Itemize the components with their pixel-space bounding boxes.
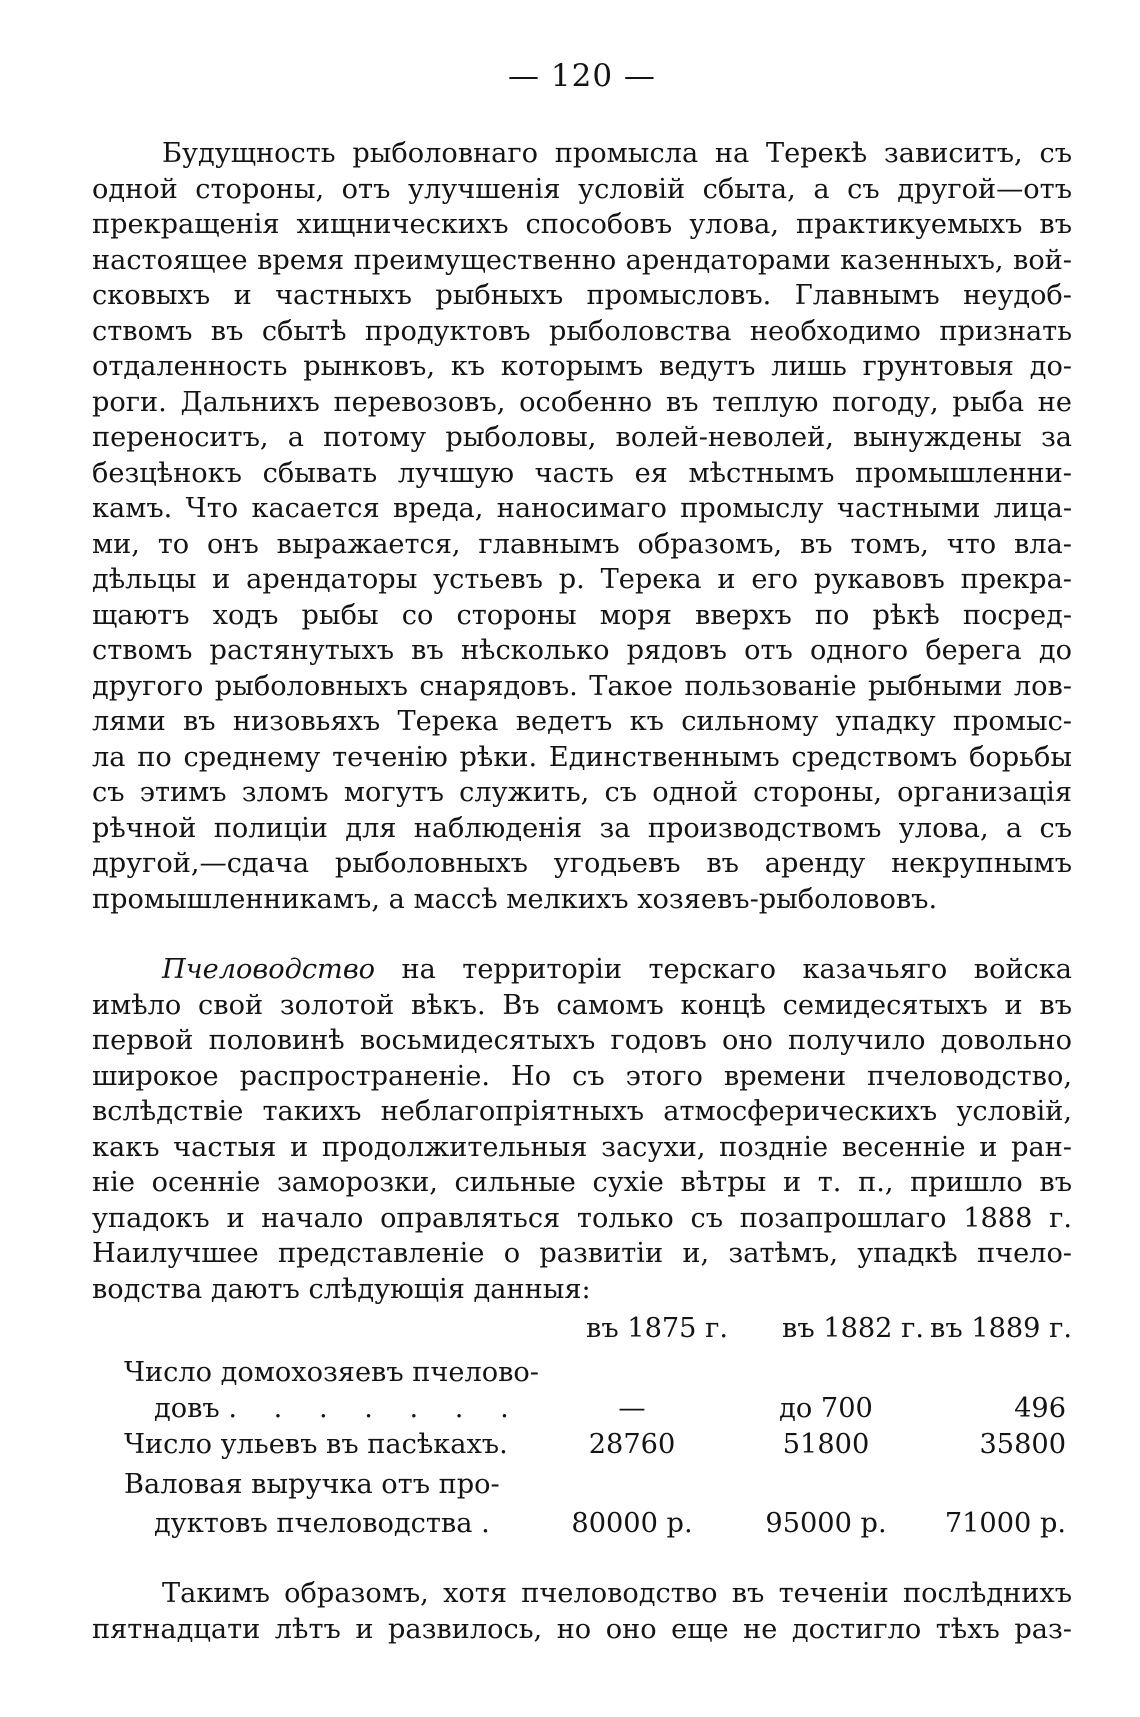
text-line: прекращенія хищническихъ способовъ улова, практикуемыхъ въ bbox=[92, 209, 1072, 240]
row-label: Число ульевъ въ пасѣкахъ. bbox=[124, 1429, 508, 1460]
text-line bbox=[92, 952, 1072, 988]
text-line: другой,—сдача рыболовныхъ угодьевъ въ аренду некрупнымъ bbox=[92, 848, 1072, 879]
text-line: съ этимъ зломъ могутъ служить, съ одной стороны, организація bbox=[92, 777, 1072, 808]
text-line: ла по среднему теченію рѣки. Единственнымъ средствомъ борьбы bbox=[92, 741, 1072, 773]
dot-leader: . bbox=[481, 1508, 490, 1539]
text-line: широкое распространеніе. Но съ этого времени пчеловодство, bbox=[92, 1060, 1072, 1092]
text-line: дѣльцы и арендаторы устьевъ р. Терека и его рукавовъ прекра- bbox=[92, 564, 1072, 595]
text-line: роги. Дальнихъ перевозовъ, особенно въ теплую погоду, рыба не bbox=[92, 386, 1072, 418]
text-line: отдаленность рынковъ, къ которымъ ведутъ лишь грунтовыя до- bbox=[92, 351, 1072, 382]
text-line: безцѣнокъ сбывать лучшую часть ея мѣстнымъ промышленни- bbox=[92, 457, 1072, 489]
column-header: въ 1882 г. bbox=[782, 1313, 924, 1344]
text-line: рѣчной полиціи для наблюденія за производствомъ улова, а съ bbox=[92, 812, 1072, 844]
row-label-text: дуктовъ пчеловодства bbox=[154, 1508, 473, 1539]
column-header: въ 1889 г. bbox=[930, 1313, 1072, 1344]
emphasis-term: Пчеловодство bbox=[162, 954, 376, 985]
paragraph-conclusion bbox=[92, 1576, 1072, 1647]
text-line-rest: на территоріи терскаго казачьяго войска bbox=[375, 954, 1072, 985]
text-line: первой половинѣ восьмидесятыхъ годовъ оно получило довольно bbox=[92, 1025, 1072, 1056]
row-label bbox=[154, 1391, 523, 1427]
table-row bbox=[92, 1506, 1072, 1542]
table-cell: 80000 р. bbox=[571, 1508, 693, 1539]
table-cell: 35800 bbox=[979, 1429, 1066, 1460]
row-label bbox=[154, 1506, 490, 1542]
row-label: Число домохозяевъ пчеловo- bbox=[124, 1357, 539, 1388]
text-line: переноситъ, а потому рыболовы, волей-неволей, вынуждены за bbox=[92, 422, 1072, 453]
book-page bbox=[92, 0, 1072, 1717]
text-line: Такимъ образомъ, хотя пчеловодство въ теченіи послѣднихъ bbox=[162, 1578, 1072, 1609]
text-line: упадокъ и начало оправляться только съ позапрошлаго 1888 г. bbox=[92, 1202, 1072, 1234]
text-line: Будущность рыболовнаго промысла на Терекѣ зависитъ, съ bbox=[162, 138, 1072, 169]
text-line: камъ. Что касается вреда, наносимаго промыслу частными лица- bbox=[92, 493, 1072, 524]
text-line: ствомъ растянутыхъ въ нѣсколько рядовъ отъ одного берега до bbox=[92, 635, 1072, 666]
text-line: одной стороны, отъ улучшенія условій сбыта, а съ другой—отъ bbox=[92, 173, 1072, 205]
text-line: имѣло свой золотой вѣкъ. Въ самомъ концѣ семидесятыхъ и въ bbox=[92, 989, 1072, 1021]
row-label-text: довъ bbox=[154, 1393, 220, 1424]
table-row bbox=[92, 1427, 1072, 1463]
table-cell: 28760 bbox=[588, 1429, 676, 1460]
text-line: сковыхъ и частныхъ рыбныхъ промысловъ. Главнымъ неудоб- bbox=[92, 280, 1072, 311]
text-line: щаютъ ходъ рыбы со стороны моря вверхъ по рѣкѣ посред- bbox=[92, 599, 1072, 631]
text-line: какъ частыя и продолжительныя засухи, поздніе весенніе и ран- bbox=[92, 1131, 1072, 1163]
table-cell: 51800 bbox=[782, 1429, 870, 1460]
paragraph-fishing bbox=[92, 136, 1072, 917]
text-line: вслѣдствіе такихъ неблагопріятныхъ атмосферическихъ условій, bbox=[92, 1096, 1072, 1127]
table-cell: 496 bbox=[1014, 1393, 1066, 1424]
text-line: другого рыболовныхъ снарядовъ. Такое пользованіе рыбными лов- bbox=[92, 670, 1072, 702]
table-cell: — bbox=[618, 1393, 646, 1424]
table-cell: 95000 р. bbox=[765, 1508, 887, 1539]
table-row bbox=[92, 1467, 1072, 1503]
column-header: въ 1875 г. bbox=[586, 1313, 728, 1344]
table-header-row bbox=[92, 1311, 1072, 1347]
paragraph-beekeeping bbox=[92, 952, 1072, 1307]
dot-leader: . . . . . . . bbox=[228, 1393, 523, 1424]
text-line: водства даютъ слѣдующія данныя: bbox=[92, 1273, 591, 1305]
text-line: ми, то онъ выражается, главнымъ образомъ, въ томъ, что вла- bbox=[92, 528, 1072, 560]
table-row bbox=[92, 1355, 1072, 1391]
table-row bbox=[92, 1391, 1072, 1427]
text-line: Наилучшее представленіе о развитіи и, затѣмъ, упадкѣ пчело- bbox=[92, 1238, 1072, 1269]
page-number: — 120 — bbox=[508, 58, 656, 94]
text-line: лями въ низовьяхъ Терека ведетъ къ сильному упадку промыс- bbox=[92, 706, 1072, 737]
text-line: настоящее время преимущественно арендаторами казенныхъ, вой- bbox=[92, 244, 1072, 276]
text-line: ніе осенніе заморозки, сильные сухіе вѣтры и т. п., пришло въ bbox=[92, 1167, 1072, 1198]
row-label: Валовая выручка отъ про- bbox=[124, 1469, 500, 1500]
text-line: ствомъ въ сбытѣ продуктовъ рыболовства необходимо признать bbox=[92, 315, 1072, 347]
table-cell: 71000 р. bbox=[944, 1508, 1066, 1539]
text-line: пятнадцати лѣтъ и развилось, но оно еще не достигло тѣхъ раз- bbox=[92, 1613, 1072, 1645]
table-cell: до 700 bbox=[779, 1393, 873, 1424]
text-line: промышленникамъ, а массѣ мелкихъ хозяевъ-рыболововъ. bbox=[92, 883, 938, 915]
